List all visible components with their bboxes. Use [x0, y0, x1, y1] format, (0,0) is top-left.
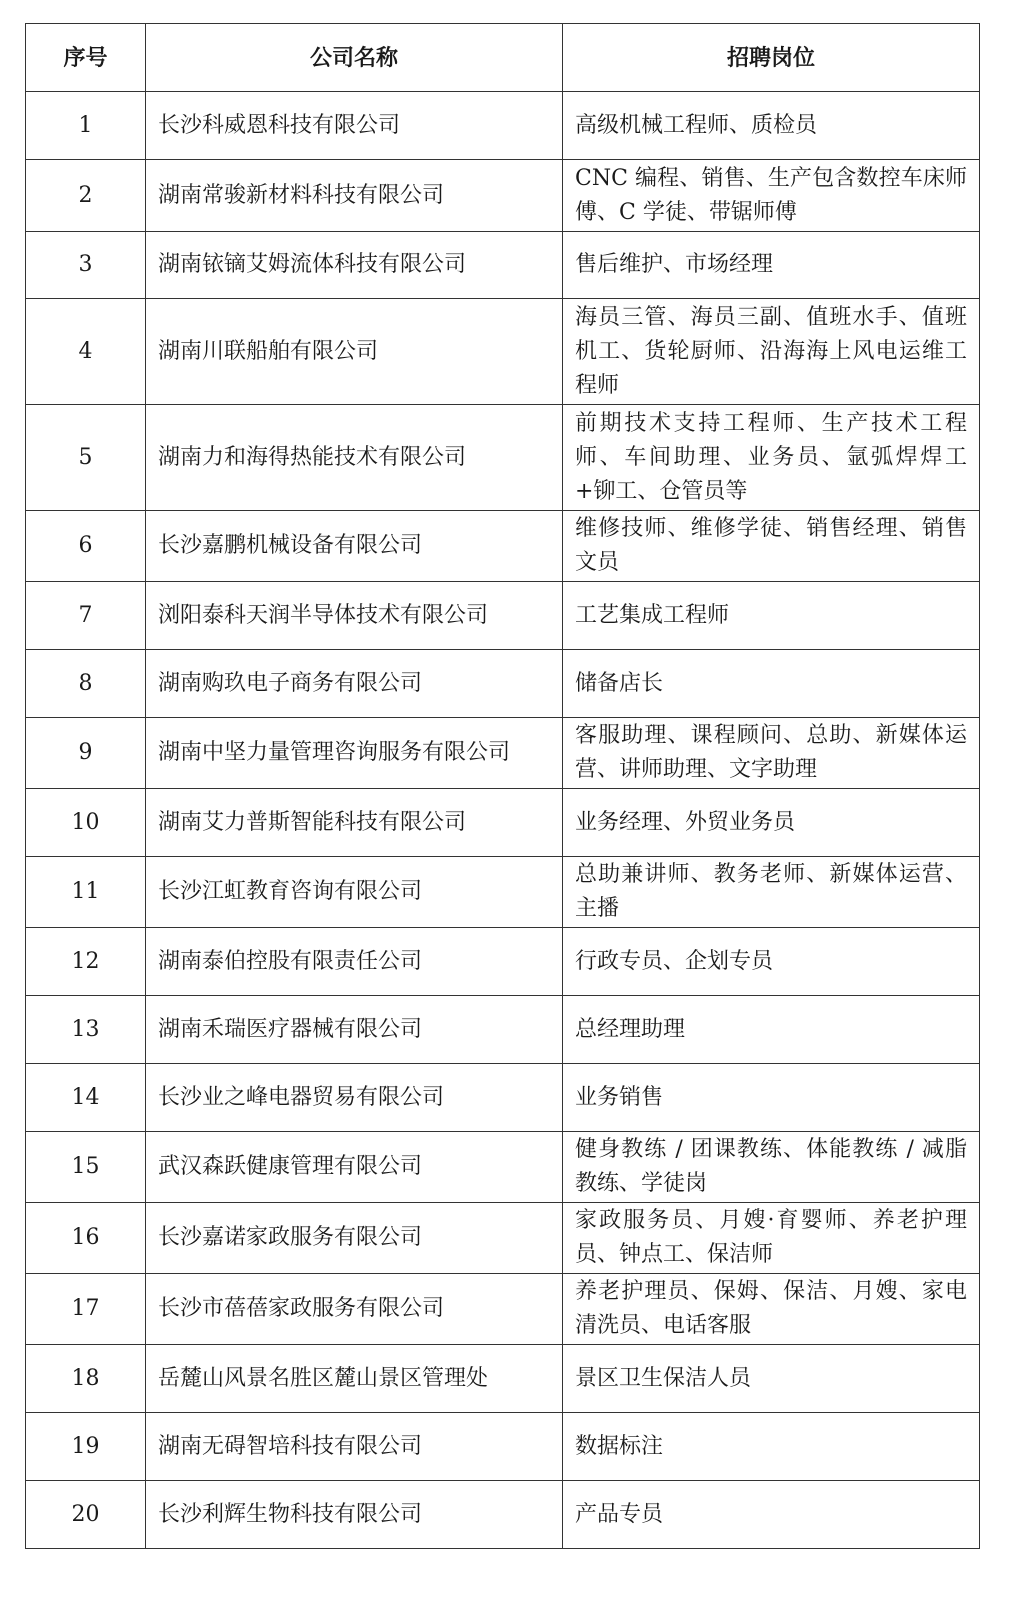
header-positions: 招聘岗位: [563, 24, 980, 92]
header-company: 公司名称: [146, 24, 563, 92]
row-company: 长沙利辉生物科技有限公司: [146, 1481, 563, 1549]
row-company: 长沙江虹教育咨询有限公司: [146, 857, 563, 928]
table-row: [26, 857, 980, 928]
recruitment-table: [25, 23, 980, 1549]
row-company: 湖南泰伯控股有限责任公司: [146, 928, 563, 996]
table-row: [26, 1345, 980, 1413]
row-company: 湖南川联船舶有限公司: [146, 299, 563, 405]
row-positions: 数据标注: [563, 1413, 980, 1481]
table-row: [26, 928, 980, 996]
table-row: [26, 1132, 980, 1203]
row-positions: 景区卫生保洁人员: [563, 1345, 980, 1413]
row-company: 湖南力和海得热能技术有限公司: [146, 405, 563, 511]
row-company: 浏阳泰科天润半导体技术有限公司: [146, 582, 563, 650]
table-row: [26, 232, 980, 299]
row-company: 湖南无碍智培科技有限公司: [146, 1413, 563, 1481]
row-positions: 海员三管、海员三副、值班水手、值班机工、货轮厨师、沿海海上风电运维工程师: [563, 299, 980, 405]
row-positions: 总经理助理: [563, 996, 980, 1064]
row-company: 岳麓山风景名胜区麓山景区管理处: [146, 1345, 563, 1413]
table-row: [26, 1481, 980, 1549]
row-index: 2: [26, 160, 146, 232]
row-index: 20: [26, 1481, 146, 1549]
table-row: [26, 1413, 980, 1481]
row-positions: 工艺集成工程师: [563, 582, 980, 650]
row-company: 湖南购玖电子商务有限公司: [146, 650, 563, 718]
row-index: 15: [26, 1132, 146, 1203]
row-index: 4: [26, 299, 146, 405]
row-positions: 高级机械工程师、质检员: [563, 92, 980, 160]
row-index: 8: [26, 650, 146, 718]
row-index: 5: [26, 405, 146, 511]
row-index: 6: [26, 511, 146, 582]
row-positions: 行政专员、企划专员: [563, 928, 980, 996]
table-row: [26, 511, 980, 582]
row-positions: 业务销售: [563, 1064, 980, 1132]
row-index: 10: [26, 789, 146, 857]
row-index: 13: [26, 996, 146, 1064]
row-positions: 养老护理员、保姆、保洁、月嫂、家电清洗员、电话客服: [563, 1274, 980, 1345]
row-index: 17: [26, 1274, 146, 1345]
row-index: 12: [26, 928, 146, 996]
table-row: [26, 582, 980, 650]
row-positions: 家政服务员、月嫂·育婴师、养老护理员、钟点工、保洁师: [563, 1203, 980, 1274]
row-positions: 前期技术支持工程师、生产技术工程师、车间助理、业务员、氩弧焊焊工+铆工、仓管员等: [563, 405, 980, 511]
row-company: 湖南中坚力量管理咨询服务有限公司: [146, 718, 563, 789]
row-positions: CNC 编程、销售、生产包含数控车床师傅、C 学徒、带锯师傅: [563, 160, 980, 232]
row-company: 长沙市蓓蓓家政服务有限公司: [146, 1274, 563, 1345]
row-positions: 客服助理、课程顾问、总助、新媒体运营、讲师助理、文字助理: [563, 718, 980, 789]
row-company: 长沙业之峰电器贸易有限公司: [146, 1064, 563, 1132]
row-index: 19: [26, 1413, 146, 1481]
row-index: 14: [26, 1064, 146, 1132]
row-company: 湖南常骏新材料科技有限公司: [146, 160, 563, 232]
row-index: 7: [26, 582, 146, 650]
row-index: 9: [26, 718, 146, 789]
row-index: 3: [26, 232, 146, 299]
row-positions: 健身教练 / 团课教练、体能教练 / 减脂教练、学徒岗: [563, 1132, 980, 1203]
table-row: [26, 299, 980, 405]
row-company: 湖南禾瑞医疗器械有限公司: [146, 996, 563, 1064]
row-company: 湖南铱镝艾姆流体科技有限公司: [146, 232, 563, 299]
table-row: [26, 92, 980, 160]
row-positions: 业务经理、外贸业务员: [563, 789, 980, 857]
table-row: [26, 1064, 980, 1132]
row-index: 1: [26, 92, 146, 160]
table-row: [26, 996, 980, 1064]
table-header-row: [26, 24, 980, 92]
row-index: 18: [26, 1345, 146, 1413]
row-positions: 产品专员: [563, 1481, 980, 1549]
row-index: 11: [26, 857, 146, 928]
row-positions: 储备店长: [563, 650, 980, 718]
table-row: [26, 718, 980, 789]
table-row: [26, 1274, 980, 1345]
row-company: 长沙嘉鹏机械设备有限公司: [146, 511, 563, 582]
table-row: [26, 650, 980, 718]
row-company: 长沙科威恩科技有限公司: [146, 92, 563, 160]
row-company: 长沙嘉诺家政服务有限公司: [146, 1203, 563, 1274]
table-row: [26, 1203, 980, 1274]
row-positions: 售后维护、市场经理: [563, 232, 980, 299]
row-company: 武汉森跃健康管理有限公司: [146, 1132, 563, 1203]
row-positions: 维修技师、维修学徒、销售经理、销售文员: [563, 511, 980, 582]
row-positions: 总助兼讲师、教务老师、新媒体运营、主播: [563, 857, 980, 928]
header-index: 序号: [26, 24, 146, 92]
table-row: [26, 405, 980, 511]
row-index: 16: [26, 1203, 146, 1274]
table-row: [26, 789, 980, 857]
row-company: 湖南艾力普斯智能科技有限公司: [146, 789, 563, 857]
table-row: [26, 160, 980, 232]
